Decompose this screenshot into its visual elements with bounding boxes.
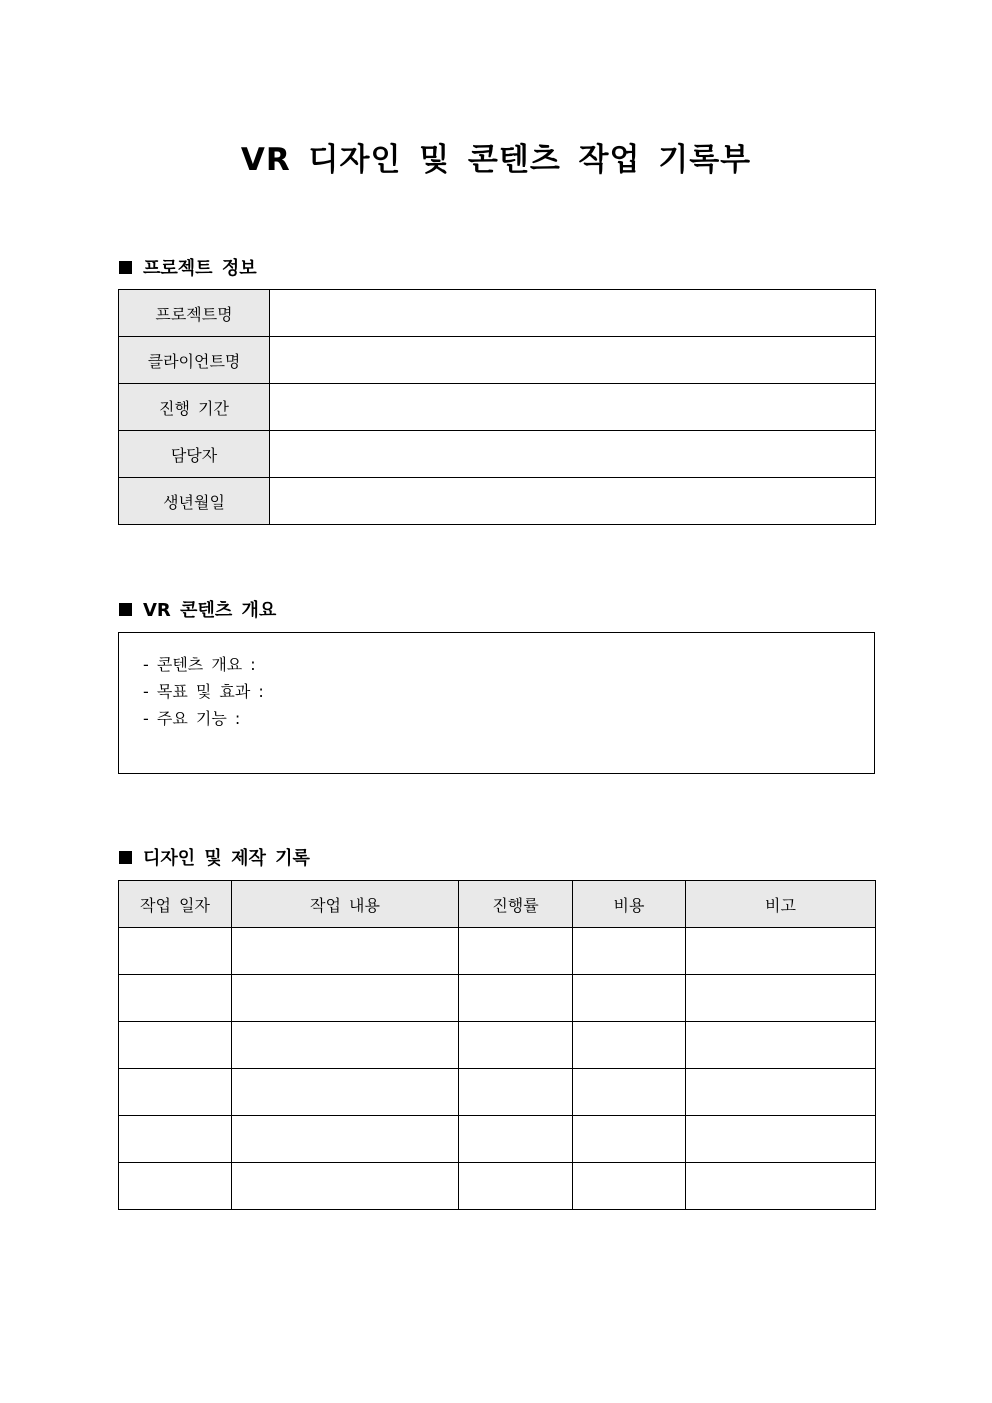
column-header-date: 작업 일자 [119,881,232,928]
document-title: VR 디자인 및 콘텐츠 작업 기록부 [240,142,752,178]
column-header-notes: 비고 [686,881,876,928]
cost-cell[interactable] [573,1116,686,1163]
overview-item-goals: - 목표 및 효과 : [143,682,264,701]
cost-cell[interactable] [573,1163,686,1210]
date-cell[interactable] [119,1163,232,1210]
progress-cell[interactable] [459,1022,573,1069]
table-row [119,1022,876,1069]
column-header-content: 작업 내용 [232,881,459,928]
column-header-cost: 비용 [573,881,686,928]
period-label: 진행 기간 [119,384,270,431]
project-info-heading [119,254,257,280]
overview-item-content: - 콘텐츠 개요 : [143,655,256,674]
table-row [119,1163,876,1210]
project-info-row [119,431,876,478]
cost-cell[interactable] [573,1022,686,1069]
notes-cell[interactable] [686,1022,876,1069]
notes-cell[interactable] [686,1116,876,1163]
client-name-label: 클라이언트명 [119,337,270,384]
table-row [119,1069,876,1116]
notes-cell[interactable] [686,928,876,975]
date-cell[interactable] [119,928,232,975]
table-row [119,975,876,1022]
records-header-row [119,881,876,928]
cost-cell[interactable] [573,1069,686,1116]
content-cell[interactable] [232,928,459,975]
table-row [119,928,876,975]
notes-cell[interactable] [686,1163,876,1210]
records-heading-text: 디자인 및 제작 기록 [143,848,310,869]
overview-item-features: - 주요 기능 : [143,709,241,728]
notes-cell[interactable] [686,1069,876,1116]
project-info-row [119,384,876,431]
progress-cell[interactable] [459,1069,573,1116]
date-cell[interactable] [119,1069,232,1116]
column-header-progress: 진행률 [459,881,573,928]
black-square-icon [119,261,132,274]
overview-list [119,633,874,732]
project-name-label: 프로젝트명 [119,290,270,337]
records-table [118,880,876,1210]
project-info-row [119,478,876,525]
overview-heading-text: VR 콘텐츠 개요 [143,600,277,621]
project-info-row [119,337,876,384]
cost-cell[interactable] [573,928,686,975]
progress-cell[interactable] [459,1116,573,1163]
content-cell[interactable] [232,1022,459,1069]
cost-cell[interactable] [573,975,686,1022]
progress-cell[interactable] [459,1163,573,1210]
manager-field[interactable] [270,431,876,478]
content-cell[interactable] [232,1163,459,1210]
black-square-icon [119,851,132,864]
notes-cell[interactable] [686,975,876,1022]
project-info-row [119,290,876,337]
table-row [119,1116,876,1163]
project-info-table [118,289,876,525]
progress-cell[interactable] [459,928,573,975]
content-cell[interactable] [232,1069,459,1116]
project-info-heading-text: 프로젝트 정보 [143,258,257,279]
date-cell[interactable] [119,1116,232,1163]
black-square-icon [119,603,132,616]
project-name-field[interactable] [270,290,876,337]
overview-heading [119,596,276,622]
client-name-field[interactable] [270,337,876,384]
content-cell[interactable] [232,975,459,1022]
content-cell[interactable] [232,1116,459,1163]
date-cell[interactable] [119,975,232,1022]
overview-box[interactable] [118,632,875,774]
progress-cell[interactable] [459,975,573,1022]
birthdate-field[interactable] [270,478,876,525]
manager-label: 담당자 [119,431,270,478]
records-heading [119,844,310,870]
birthdate-label: 생년월일 [119,478,270,525]
period-field[interactable] [270,384,876,431]
date-cell[interactable] [119,1022,232,1069]
